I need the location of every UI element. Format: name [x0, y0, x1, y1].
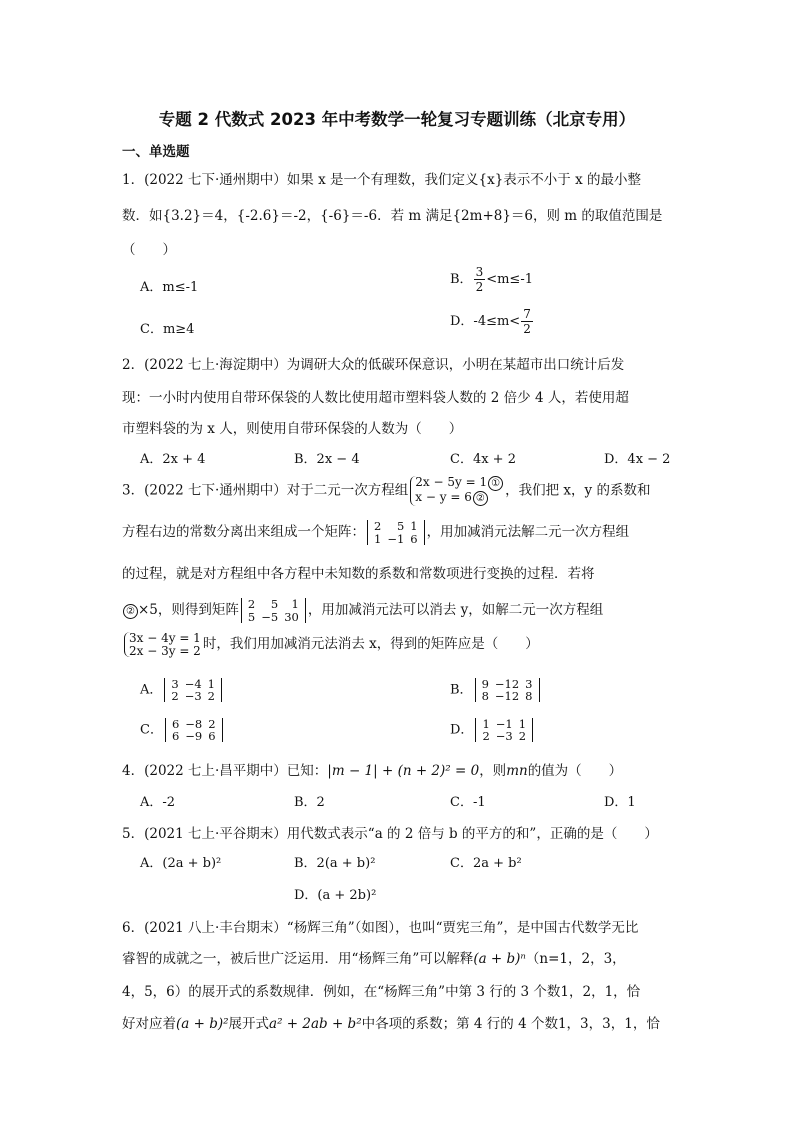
equation-system	[124, 632, 201, 657]
circled-two-marker: ②	[123, 604, 138, 619]
matrix-table	[371, 520, 421, 544]
matrix-cell: 3	[525, 677, 533, 691]
q4-line-1	[122, 759, 622, 779]
fraction	[474, 266, 486, 293]
fraction	[521, 308, 533, 335]
q1-option-a: A．m≤-1	[140, 280, 199, 295]
matrix-cell: −4	[184, 677, 202, 691]
matrix-cell: −12	[494, 677, 520, 691]
matrix-cell: −1	[495, 717, 513, 731]
q6-line-4-text: 好对应着	[122, 1016, 176, 1032]
matrix-cell: −12	[494, 689, 520, 704]
matrix-cell: 1	[518, 717, 527, 731]
q3-option-d	[450, 718, 535, 742]
matrix-cell: 5	[247, 609, 256, 624]
matrix	[165, 718, 223, 742]
matrix-row	[245, 611, 302, 623]
matrix-cell: 2	[208, 717, 216, 731]
circled-one-marker: ①	[488, 476, 503, 491]
q2-option-a: A．2x + 4	[140, 452, 206, 467]
q6-expression: a² + 2ab + b²	[269, 1016, 362, 1032]
q2-option-c: C．4x + 2	[450, 452, 516, 467]
q3-line-3: 的过程，就是对方程组中各方程中未知数的系数和常数项进行变换的过程．若将	[122, 566, 595, 582]
q2-line-2: 现：一小时内使用自带环保袋的人数比使用超市塑料袋人数的 2 倍少 4 人，若使用超	[122, 390, 629, 406]
q4-mn: mn	[506, 763, 528, 779]
q6-expression: (a + b)ⁿ	[473, 951, 526, 967]
q3-line-2-text: 方程右边的常数分离出来组成一个矩阵：	[122, 524, 365, 540]
matrix	[475, 678, 540, 702]
matrix-row	[371, 520, 421, 532]
q5-option-c: C．2a + b²	[450, 856, 522, 871]
q3-line-2	[122, 520, 629, 545]
q3-option-c	[140, 718, 225, 742]
equation: 2x − 3y = 2	[129, 643, 201, 658]
q6-line-2-text-end: （n=1，2，3，	[525, 951, 626, 967]
q3-line-1-text: 3．(2022 七下·通州期中）对于二元一次方程组	[122, 482, 409, 499]
matrix-cell: 1	[207, 677, 215, 691]
matrix-cell: 5	[270, 597, 279, 612]
matrix-row	[371, 533, 421, 545]
q6-expression: (a + b)²	[176, 1016, 229, 1032]
q3-line-5	[122, 632, 539, 657]
q1-line-3: （ ）	[122, 242, 176, 258]
matrix-cell: −5	[261, 609, 279, 624]
equation: 2x − 5y = 1	[415, 475, 488, 489]
q3-line-4-text: ×5，则得到矩阵	[138, 602, 239, 618]
q1-option-b-rest: <m≤-1	[486, 272, 533, 287]
q6-line-4-text-end: 中各项的系数；第 4 行的 4 个数1，3，3，1，恰	[361, 1016, 660, 1032]
q1-option-d-label: D．-4≤m<	[450, 314, 521, 329]
q3-line-1	[122, 476, 650, 506]
matrix-table	[479, 718, 529, 742]
q4-option-b: B．2	[294, 795, 325, 810]
matrix-table	[479, 678, 536, 702]
matrix-cell: 2	[247, 597, 256, 612]
q6-line-1: 6．(2021 八上·丰台期末）“杨辉三角”（如图），也叫“贾宪三角”，是中国古代数学无比	[122, 920, 639, 936]
matrix-cell: 2	[374, 519, 382, 534]
q3-line-2-text-end: ，用加减消元法解二元一次方程组	[426, 524, 630, 540]
matrix-row	[479, 690, 536, 702]
matrix-cell: −1	[387, 531, 405, 546]
matrix-cell: −3	[184, 689, 202, 704]
q6-line-3: 4，5，6）的展开式的系数规律．例如，在“杨辉三角”中第 3 行的 3 个数1，2，1，恰	[122, 984, 641, 1000]
q3-line-1-text-end: ，我们把 x，y 的系数和	[505, 482, 651, 499]
q2-line-3: 市塑料袋的为 x 人，则使用自带环保袋的人数为（ ）	[122, 421, 463, 437]
q1-line-1: 1．(2022 七下·通州期中）如果 x 是一个有理数，我们定义{x}表示不小于 x 的最小整	[122, 172, 641, 188]
matrix-cell: 6	[171, 729, 180, 744]
fraction-denominator: 2	[475, 280, 484, 294]
matrix-cell: 2	[482, 729, 490, 744]
matrix-cell: 2	[518, 729, 527, 744]
q3-line-4	[122, 598, 603, 623]
section-heading: 一、单选题	[122, 144, 190, 160]
q3-option-a	[140, 678, 224, 702]
fraction-numerator: 7	[523, 307, 531, 321]
page-title: 专题 2 代数式 2023 年中考数学一轮复习专题训练（北京专用）	[158, 110, 636, 129]
q6-line-2-text: 睿智的成就之一，被后世广泛运用．用“杨辉三角”可以解释	[122, 951, 474, 967]
matrix	[475, 718, 533, 742]
q4-option-c: C．-1	[450, 795, 486, 810]
matrix-cell: 1	[482, 717, 490, 731]
matrix	[367, 520, 425, 544]
q4-expression: |m − 1| + (n + 2)² = 0	[327, 763, 480, 779]
matrix-cell: 6	[208, 729, 216, 744]
matrix-cell: −9	[185, 729, 203, 744]
q1-option-d	[450, 308, 534, 335]
q4-text-mid: ，则	[479, 763, 507, 779]
matrix	[241, 598, 306, 622]
q3-option-b	[450, 678, 542, 702]
matrix-cell: 8	[481, 689, 489, 704]
matrix-cell: 1	[374, 531, 382, 546]
q6-line-4-text-mid: 展开式	[228, 1016, 270, 1032]
matrix-cell: 9	[481, 677, 489, 691]
q5-option-a: A．(2a + b)²	[140, 856, 222, 871]
q1-line-2: 数．如{3.2}＝4，{-2.6}＝-2，{-6}＝-6．若 m 满足{2m+8}＝6，则 m 的取值范围是	[122, 208, 663, 224]
matrix-cell: 8	[525, 689, 533, 704]
matrix-cell: −3	[495, 729, 513, 744]
equation: 3x − 4y = 1	[129, 631, 201, 645]
q4-option-a: A．-2	[140, 795, 176, 810]
circled-two-marker: ②	[473, 491, 488, 506]
q5-option-d: D．(a + 2b)²	[294, 888, 377, 903]
q2-option-d: D．4x − 2	[604, 452, 671, 467]
q5-line-1: 5．(2021 七上·平谷期末）用代数式表示“a 的 2 倍与 b 的平方的和”，正确的是（ ）	[122, 826, 658, 842]
matrix-row	[168, 690, 218, 702]
q6-line-2	[122, 947, 626, 967]
option-label: D．	[450, 722, 474, 738]
q5-option-b: B．2(a + b)²	[294, 856, 376, 871]
matrix-cell: 6	[410, 531, 418, 546]
q1-option-b	[450, 266, 533, 293]
matrix	[164, 678, 222, 702]
matrix-cell: 2	[207, 689, 215, 704]
matrix-row	[479, 730, 529, 742]
matrix-cell: 30	[284, 609, 299, 624]
option-label: C．	[140, 722, 163, 738]
q2-line-1: 2．(2022 七上·海淀期中）为调研大众的低碳环保意识，小明在某超市出口统计后发	[122, 357, 625, 373]
q6-line-4	[122, 1012, 660, 1032]
q4-text-end: 的值为（ ）	[527, 763, 623, 779]
option-label: A．	[140, 682, 163, 698]
matrix-row	[245, 598, 302, 610]
fraction-numerator: 3	[475, 265, 484, 279]
q4-option-d: D．1	[604, 795, 636, 810]
equation-system	[410, 476, 503, 506]
matrix-cell: 5	[396, 519, 405, 534]
q3-line-4-text-end: ，用加减消元法可以消去 y，如解二元一次方程组	[307, 602, 604, 618]
matrix-cell: 1	[410, 519, 418, 534]
q1-option-b-label: B．	[450, 272, 473, 287]
matrix-cell: 6	[171, 717, 180, 731]
matrix-row	[169, 730, 219, 742]
matrix-table	[245, 598, 302, 622]
equation: x − y = 6	[415, 490, 472, 504]
q4-text: 4．(2022 七上·昌平期中）已知：	[122, 763, 328, 779]
q2-option-b: B．2x − 4	[294, 452, 360, 467]
matrix-cell: 1	[291, 597, 299, 612]
option-label: B．	[450, 682, 473, 698]
matrix-cell: −8	[185, 717, 203, 731]
fraction-denominator: 2	[523, 322, 531, 336]
matrix-cell: 3	[171, 677, 179, 691]
matrix-table	[168, 678, 218, 702]
q1-option-c: C．m≥4	[140, 322, 195, 337]
matrix-cell: 2	[171, 689, 179, 704]
matrix-table	[169, 718, 219, 742]
q3-line-5-text: 时，我们用加减消元法消去 x，得到的矩阵应是（ ）	[202, 636, 539, 653]
